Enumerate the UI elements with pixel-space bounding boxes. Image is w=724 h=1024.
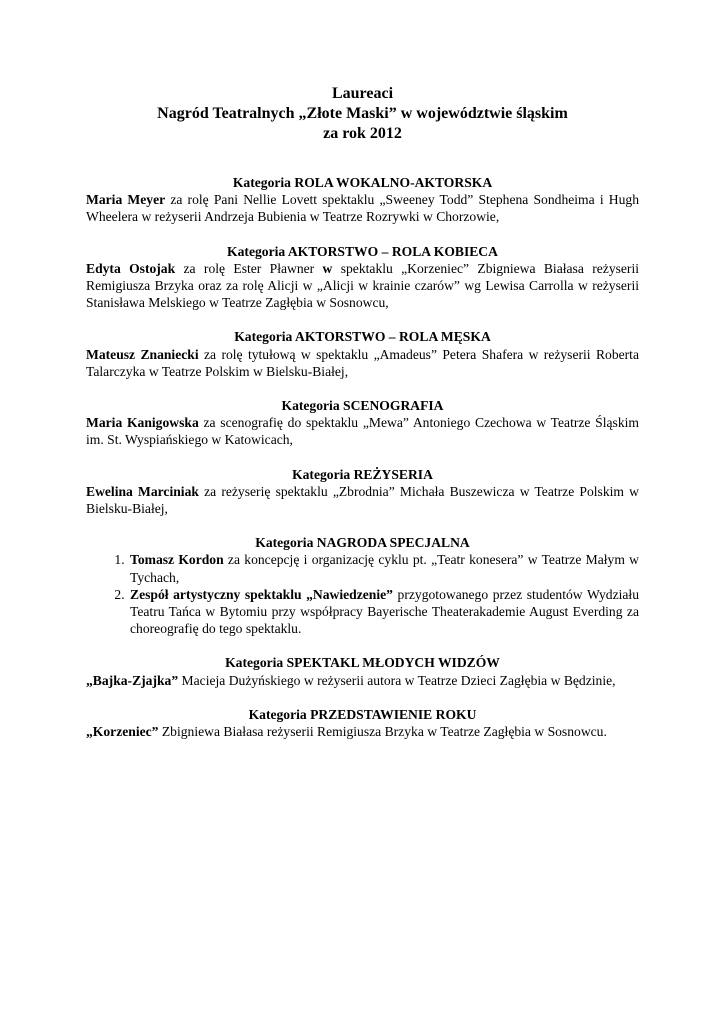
laureate-name: „Bajka-Zjajka” — [86, 672, 179, 688]
laureate-name: Mateusz Znaniecki — [86, 346, 199, 362]
laureate-entry — [86, 483, 639, 517]
laureate-description: za rolę Pani Nellie Lovett spektaklu „Sweeney Todd” Stephena Sondheima i Hugh Wheelera w reżyserii Andrzeja Bubienia w Teatrze Rozrywki w Chorzowie, — [86, 192, 639, 225]
category-heading: Kategoria SCENOGRAFIA — [281, 398, 444, 414]
laureate-name: Ewelina Marciniak — [86, 483, 199, 499]
laureate-name: „Korzeniec” — [86, 724, 159, 740]
laureate-entry — [86, 723, 639, 740]
laureate-description: Macieja Dużyńskiego w reżyserii autora w Teatrze Dzieci Zagłębia w Będzinie, — [178, 672, 616, 688]
category-heading: Kategoria NAGRODA SPECJALNA — [255, 535, 470, 551]
bold-word: w — [322, 260, 333, 276]
laureate-description: przygotowanego przez studentów Wydziału Teatru Tańca w Bytomiu przy współpracy Bayerische Theaterakademie August Everding za choreografię do tego spektaklu. — [130, 586, 639, 637]
laureate-name: Maria Kanigowska — [86, 415, 199, 431]
section-rola-kobieca — [86, 243, 639, 312]
laureate-description-part-2: spektaklu „Korzeniec” Zbigniewa Białasa reżyserii Remigiusza Brzyka oraz za rolę Alicji w „Alicji w krainie czarów” wg Lewisa Carrolla w reżyserii Stanisława Melskiego w Teatrze Zagłębia w Sosnowcu, — [86, 260, 640, 311]
title-line-3: za rok 2012 — [323, 125, 402, 142]
laureate-name: Tomasz Kordon — [130, 552, 224, 568]
section-spektakl-mlodych-widzow — [86, 654, 639, 688]
title-line-2: Nagród Teatralnych „Złote Maski” w województwie śląskim — [157, 105, 568, 122]
section-scenografia — [86, 397, 639, 449]
list-item — [128, 586, 639, 638]
laureate-name: Edyta Ostojak — [86, 260, 176, 276]
category-heading: Kategoria REŻYSERIA — [292, 466, 433, 482]
laureate-entry — [86, 672, 639, 689]
laureate-description-part-1: za rolę Ester Pławner — [175, 260, 323, 276]
laureate-description: za scenografię do spektaklu „Mewa” Antoniego Czechowa w Teatrze Śląskim im. St. Wyspiańskiego w Katowicach, — [86, 415, 639, 448]
laureate-entry — [86, 414, 639, 448]
laureate-name: Zespół artystyczny spektaklu „Nawiedzenie” — [130, 586, 393, 602]
category-heading: Kategoria ROLA WOKALNO-AKTORSKA — [232, 175, 493, 190]
category-heading: Kategoria AKTORSTWO – ROLA KOBIECA — [227, 243, 498, 259]
category-heading: Kategoria PRZEDSTAWIENIE ROKU — [248, 706, 477, 722]
section-rola-wokalno-aktorska — [86, 174, 639, 226]
section-przedstawienie-roku — [86, 706, 639, 740]
document-page — [86, 84, 639, 757]
laureate-description: Zbigniewa Białasa reżyserii Remigiusza Brzyka w Teatrze Zagłębia w Sosnowcu. — [158, 724, 607, 740]
category-heading: Kategoria SPEKTAKL MŁODYCH WIDZÓW — [225, 655, 500, 671]
laureate-entry — [86, 191, 639, 225]
laureate-entry — [86, 346, 639, 380]
list-item — [128, 551, 639, 585]
laureate-description: za reżyserię spektaklu „Zbrodnia” Michała Buszewicza w Teatrze Polskim w Bielsku-Białej, — [86, 483, 639, 517]
category-heading: Kategoria AKTORSTWO – ROLA MĘSKA — [234, 329, 491, 345]
section-rola-meska — [86, 328, 639, 380]
section-nagroda-specjalna — [86, 534, 639, 637]
laureate-entry — [86, 260, 639, 312]
laureate-description: za rolę tytułową w spektaklu „Amadeus” Petera Shafera w reżyserii Roberta Talarczyka w Teatrze Polskim w Bielsku-Białej, — [86, 346, 639, 379]
special-award-list — [86, 551, 639, 637]
title-line-1: Laureaci — [331, 85, 394, 102]
document-title — [86, 84, 639, 144]
laureate-description: za koncepcję i organizację cyklu pt. „Teatr konesera” w Teatrze Małym w Tychach, — [130, 552, 639, 585]
section-rezyseria — [86, 466, 639, 518]
laureate-name: Maria Meyer — [86, 192, 166, 208]
